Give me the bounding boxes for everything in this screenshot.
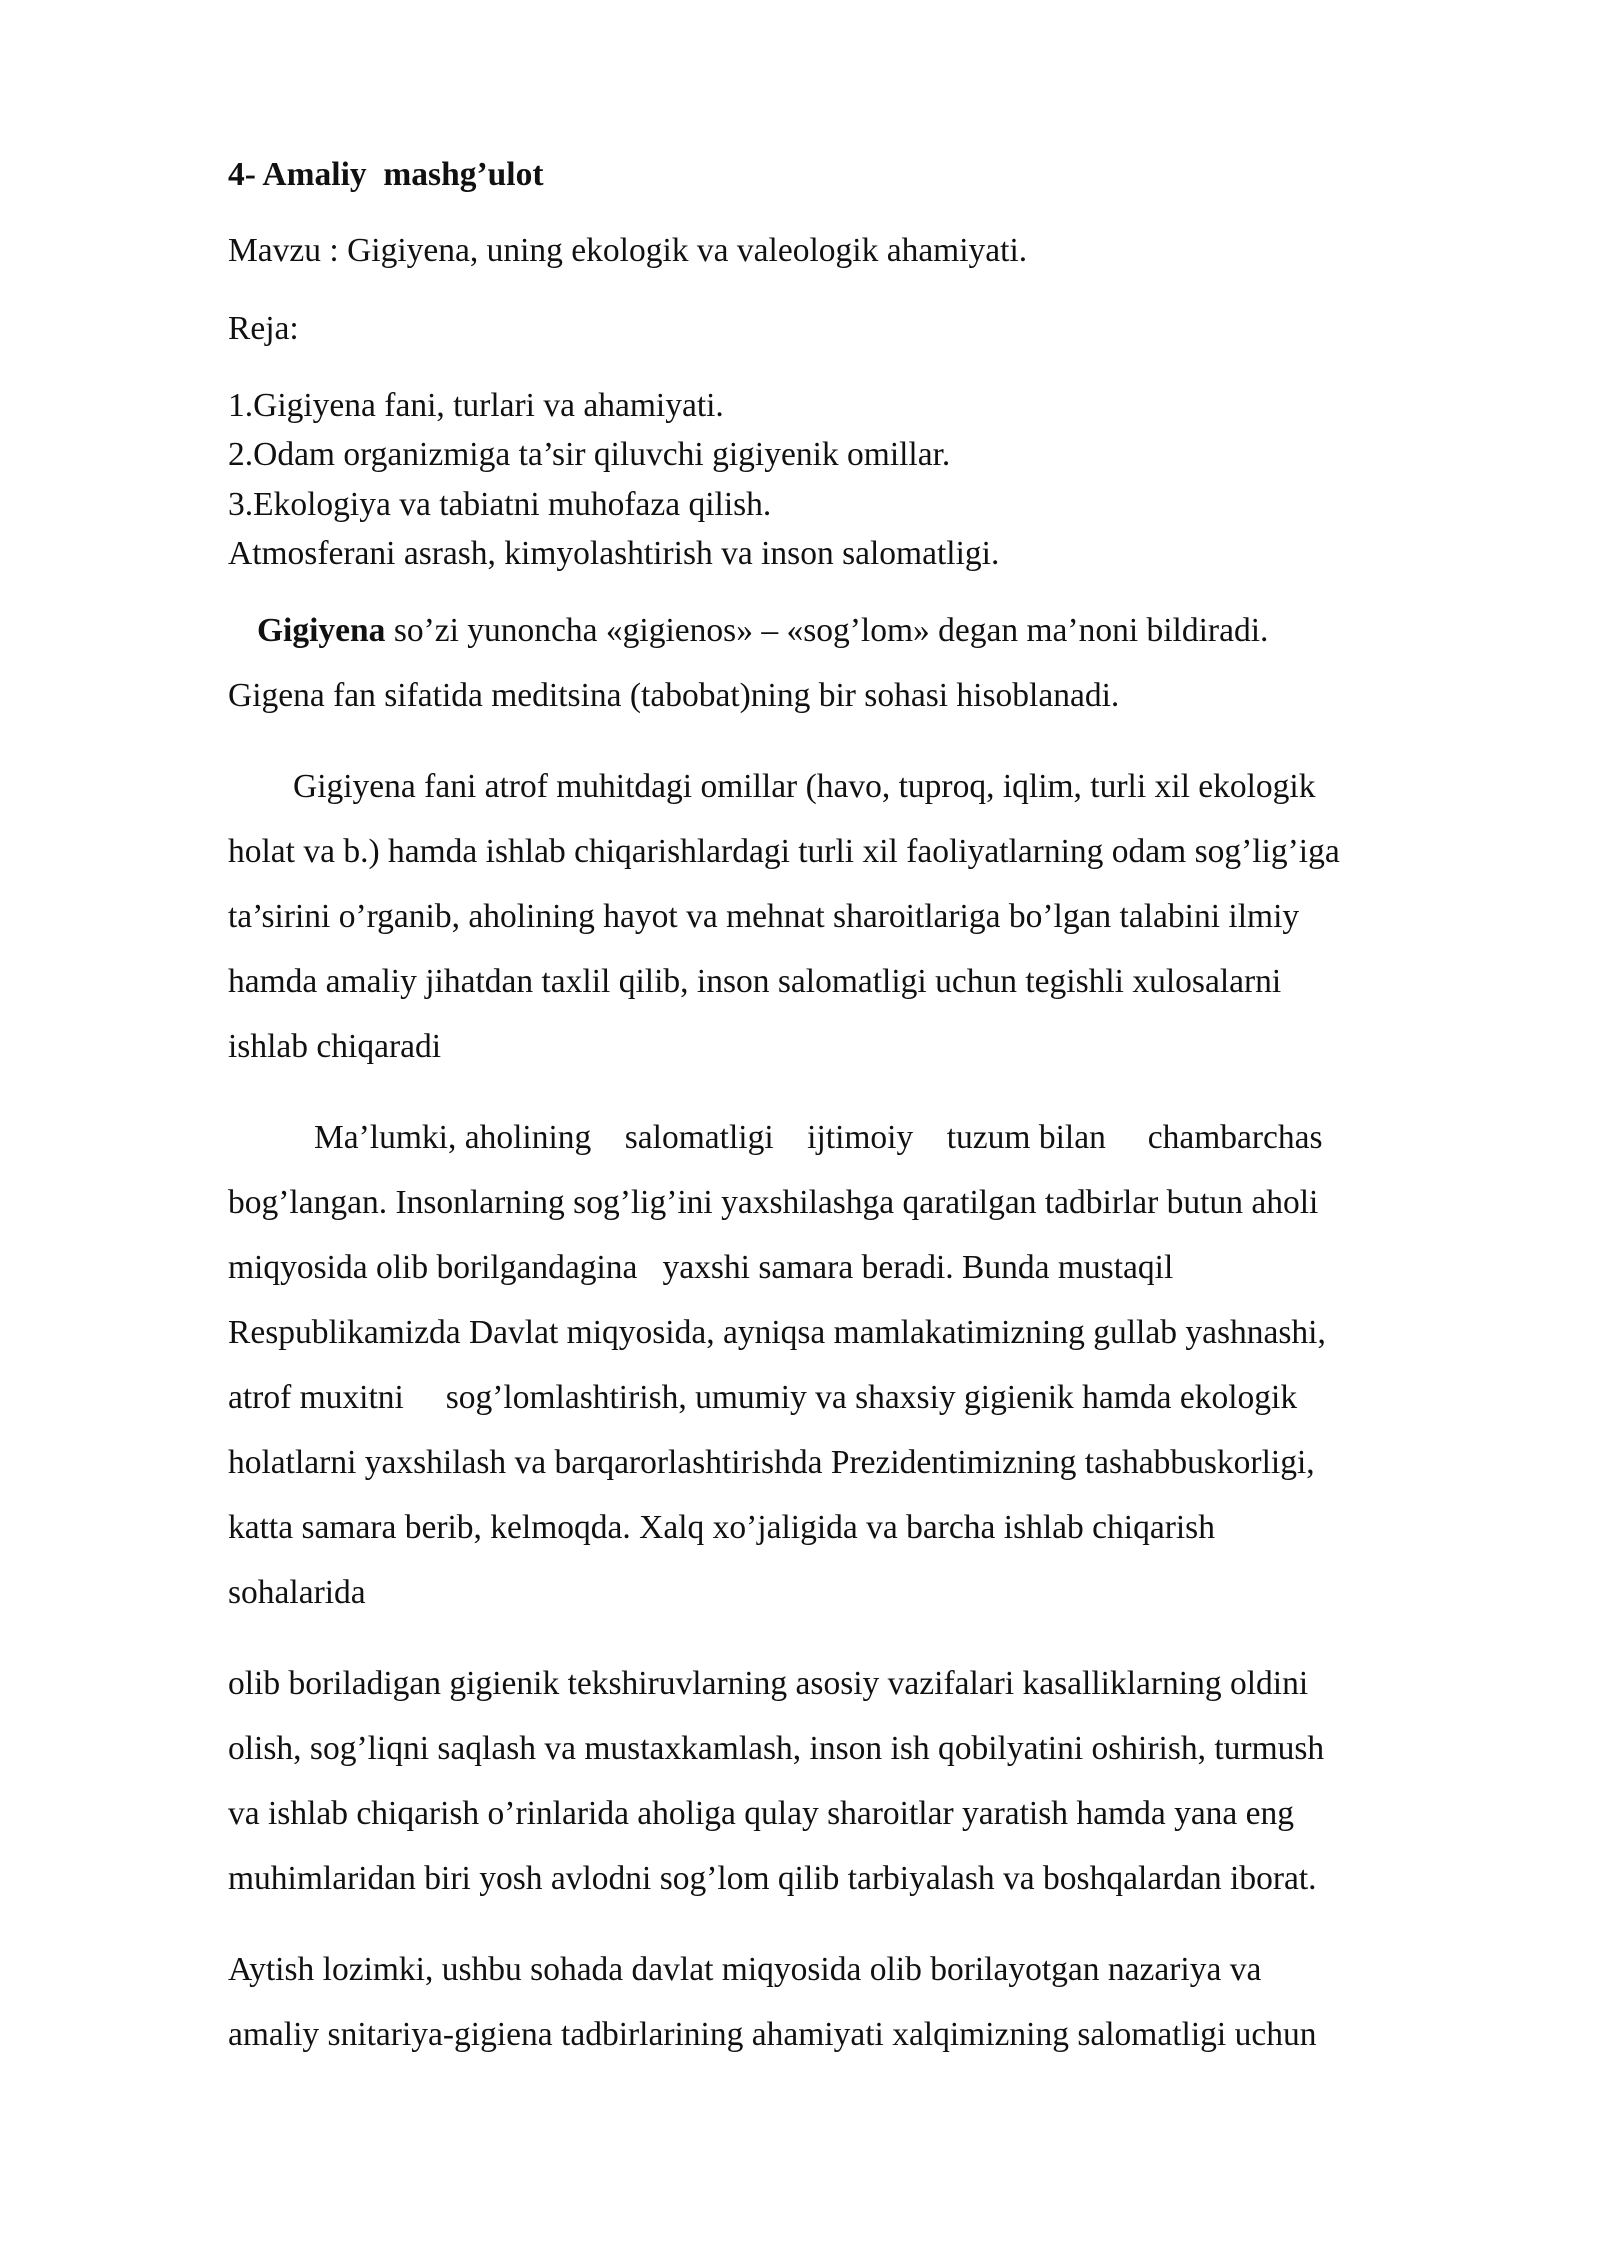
paragraph-line: hamda amaliy jihatdan taxlil qilib, inson salomatligi uchun tegishli xulosalarni: [228, 963, 1282, 1000]
paragraph-line: ishlab chiqaradi: [228, 1028, 442, 1065]
definition-term: Gigiyena: [257, 612, 386, 649]
definition-line-2: Gigena fan sifatida meditsina (tabobat)ning bir sohasi hisoblanadi.: [228, 677, 1120, 714]
paragraph-line: katta samara berib, kelmoqda. Xalq xo’jaligida va barcha ishlab chiqarish: [228, 1509, 1215, 1546]
topic-line: Mavzu : Gigiyena, uning ekologik va valeologik ahamiyati.: [228, 232, 1028, 269]
plan-label: Reja:: [228, 310, 299, 347]
paragraph-line: Gigiyena fani atrof muhitdagi omillar (havo, tuproq, iqlim, turli xil ekologik: [293, 768, 1316, 805]
plan-item: 1.Gigiyena fani, turlari va ahamiyati.: [228, 387, 724, 424]
paragraph-line: muhimlaridan biri yosh avlodni sog’lom qilib tarbiyalash va boshqalardan iborat.: [228, 1860, 1317, 1897]
paragraph-line: bog’langan. Insonlarning sog’lig’ini yaxshilashga qaratilgan tadbirlar butun aholi: [228, 1184, 1319, 1221]
definition-text: so’zi yunoncha «gigienos» – «sog’lom» degan ma’noni bildiradi.: [385, 612, 1269, 649]
paragraph-line: va ishlab chiqarish o’rinlarida aholiga qulay sharoitlar yaratish hamda yana eng: [228, 1795, 1295, 1832]
definition-line: [257, 611, 1268, 651]
paragraph-line: sohalarida: [228, 1574, 366, 1611]
paragraph-line: ta’sirini o’rganib, aholining hayot va mehnat sharoitlariga bo’lgan talabini ilmiy: [228, 898, 1300, 935]
paragraph-line: miqyosida olib borilgandagina yaxshi samara beradi. Bunda mustaqil: [228, 1249, 1174, 1286]
paragraph-line: olish, sog’liqni saqlash va mustaxkamlash, inson ish qobilyatini oshirish, turmush: [228, 1730, 1325, 1767]
paragraph-line: holatlarni yaxshilash va barqarorlashtirishda Prezidentimizning tashabbuskorligi,: [228, 1444, 1315, 1481]
heading: 4- Amaliy mashg’ulot: [228, 156, 544, 193]
plan-item: 2.Odam organizmiga ta’sir qiluvchi gigiyenik omillar.: [228, 436, 951, 473]
paragraph-line: Respublikamizda Davlat miqyosida, ayniqsa mamlakatimizning gullab yashnashi,: [228, 1314, 1326, 1351]
paragraph-line: Ma’lumki, aholining salomatligi ijtimoiy tuzum bilan chambarchas: [314, 1119, 1323, 1156]
paragraph-line: holat va b.) hamda ishlab chiqarishlardagi turli xil faoliyatlarning odam sog’lig’iga: [228, 833, 1340, 870]
plan-item: 3.Ekologiya va tabiatni muhofaza qilish.: [228, 486, 772, 523]
paragraph-line: amaliy snitariya-gigiena tadbirlarining ahamiyati xalqimizning salomatligi uchun: [228, 2016, 1317, 2053]
paragraph-line: olib boriladigan gigienik tekshiruvlarning asosiy vazifalari kasalliklarning oldini: [228, 1665, 1309, 1702]
plan-item: Atmosferani asrash, kimyolashtirish va inson salomatligi.: [228, 535, 1000, 572]
paragraph-line: atrof muxitni sog’lomlashtirish, umumiy va shaxsiy gigienik hamda ekologik: [228, 1379, 1298, 1416]
paragraph-line: Aytish lozimki, ushbu sohada davlat miqyosida olib borilayotgan nazariya va: [228, 1951, 1262, 1988]
